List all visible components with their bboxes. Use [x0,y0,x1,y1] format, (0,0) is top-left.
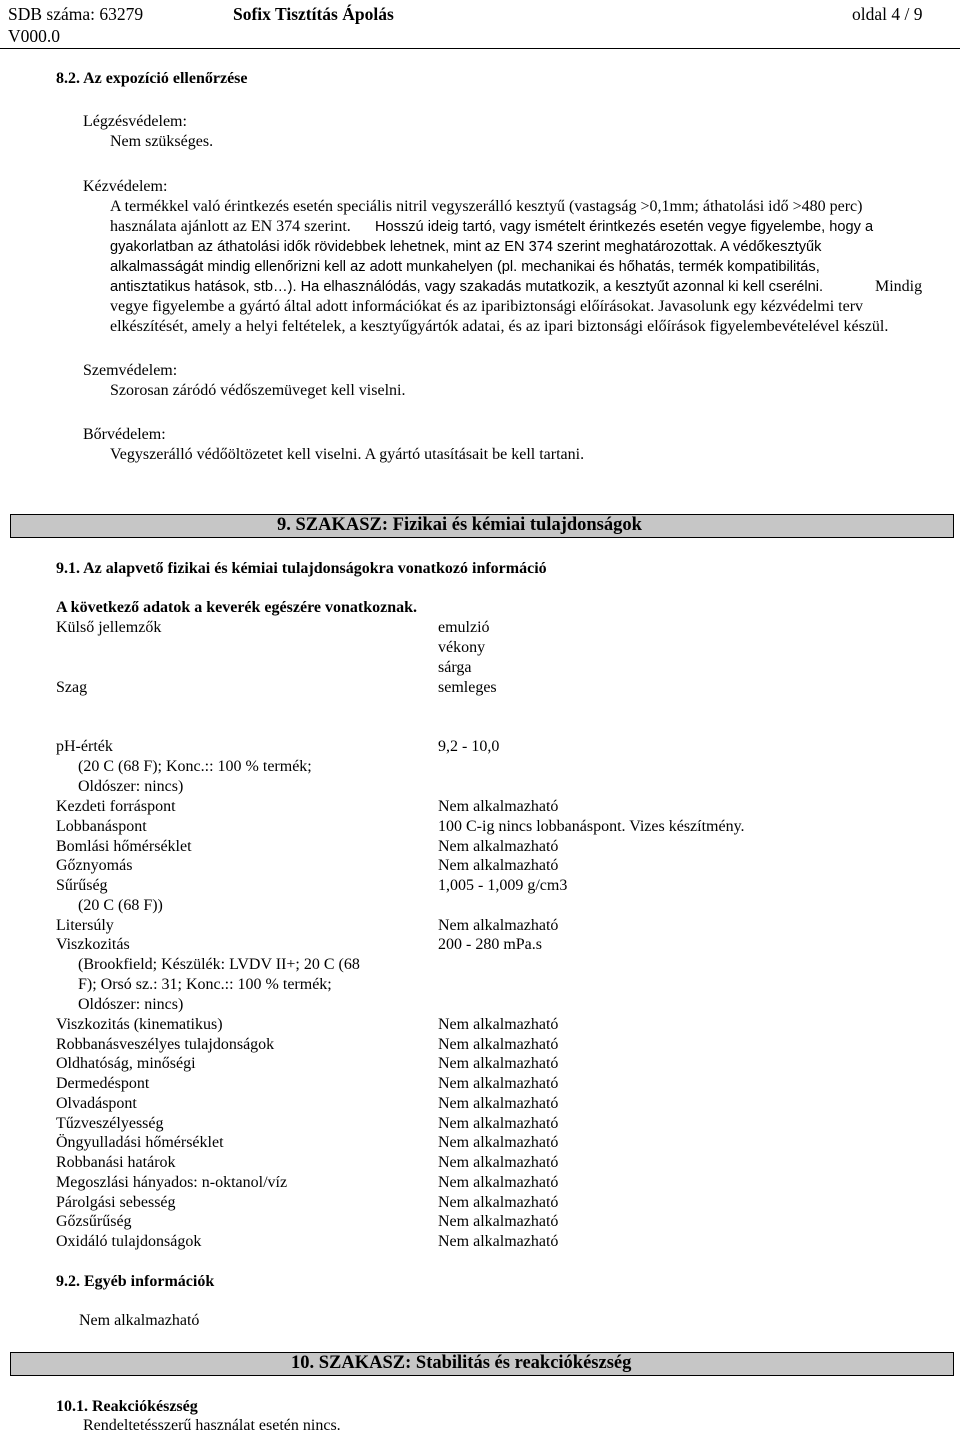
section-9-bar [10,514,954,538]
prop-value: Nem alkalmazható [438,1016,559,1033]
hand-text-2b: Hosszú ideig tartó, vagy ismételt érintkezés esetén vegye figyelembe, hogy a [375,219,874,235]
hand-text-6: vegye figyelembe a gyártó által adott információkat és az iparibiztonsági előírásokat. Javasolunk egy kézvédelmi terv [110,298,864,315]
prop-value: Nem alkalmazható [438,917,559,934]
prop-value: 200 - 280 mPa.s [438,936,542,953]
prop-note: (20 C (68 F); Konc.:: 100 % termék; [78,758,312,775]
section-9-2-title: 9.2. Egyéb információk [56,1273,215,1290]
odor-value: semleges [438,679,497,696]
prop-value: 9,2 - 10,0 [438,738,500,755]
prop-label: Párolgási sebesség [56,1194,176,1211]
prop-value: 100 C-ig nincs lobbanáspont. Vizes készítmény. [438,818,745,835]
prop-label: Olvadáspont [56,1095,137,1112]
hand-text-4: alkalmasságát mindig ellenőrizni kell az adott munkahelyen (pl. mechanikai és hőhatás, termék kompatibilitás, [110,259,820,275]
prop-label: Lobbanáspont [56,818,147,835]
prop-label: Robbanásveszélyes tulajdonságok [56,1036,275,1053]
appearance-label: Külső jellemzők [56,619,162,636]
prop-value: Nem alkalmazható [438,1075,559,1092]
hand-text-3: gyakorlatban az áthatolási idők rövidebbek lehetnek, mint az EN 374 szerint meghatározottak. A védőkesztyűk [110,239,822,255]
section-9-intro: A következő adatok a keverék egészére vonatkoznak. [56,599,417,616]
prop-note: F); Orsó sz.: 31; Konc.:: 100 % termék; [78,976,332,993]
section-10-1-title: 10.1. Reakciókészség [56,1398,198,1415]
hand-text-2: használata ajánlott az EN 374 szerint. [110,218,351,235]
prop-value: Nem alkalmazható [438,838,559,855]
eye-label: Szemvédelem: [83,362,178,379]
prop-note: (20 C (68 F)) [78,897,163,914]
sdb-number: SDB száma: 63279 [8,4,144,24]
respiratory-label: Légzésvédelem: [83,113,187,130]
section-9-title: 9. SZAKASZ: Fizikai és kémiai tulajdonságok [277,515,642,535]
prop-value: Nem alkalmazható [438,1115,559,1132]
appearance-value-3: sárga [438,659,472,676]
prop-label: Oxidáló tulajdonságok [56,1233,202,1250]
product-name: Sofix Tisztítás Ápolás [233,4,394,24]
prop-value: Nem alkalmazható [438,1095,559,1112]
prop-value: Nem alkalmazható [438,1055,559,1072]
header-rule [0,48,960,49]
section-9-1-title: 9.1. Az alapvető fizikai és kémiai tulajdonságokra vonatkozó információ [56,560,547,577]
prop-label: Gőznyomás [56,857,133,874]
hand-text-1: A termékkel való érintkezés esetén speciális nitril vegyszerálló kesztyű (vastagság >0,1mm; áthatolási idő >480 perc) [110,198,863,215]
prop-label: Gőzsűrűség [56,1213,132,1230]
section-10-title: 10. SZAKASZ: Stabilitás és reakciókészség [291,1353,632,1373]
prop-label: Litersúly [56,917,114,934]
prop-label: Kezdeti forráspont [56,798,176,815]
prop-note: Oldószer: nincs) [78,996,184,1013]
prop-label: Robbanási határok [56,1154,176,1171]
respiratory-text: Nem szükséges. [110,133,214,150]
prop-value: 1,005 - 1,009 g/cm3 [438,877,568,894]
prop-label: Dermedéspont [56,1075,150,1092]
appearance-value-2: vékony [438,639,486,656]
odor-label: Szag [56,679,88,696]
prop-label: Sűrűség [56,877,108,894]
prop-value: Nem alkalmazható [438,798,559,815]
hand-text-5: antisztatikus hatások, stb…). Ha elhasználódás, vagy szakadás mutatkozik, a kesztyűt azonnal ki kell cserélni. [110,279,823,295]
hand-text-5b: Mindig [875,278,923,295]
hand-label: Kézvédelem: [83,178,168,195]
section-9-2-text: Nem alkalmazható [79,1312,200,1329]
prop-label: Bomlási hőmérséklet [56,838,192,855]
skin-text: Vegyszerálló védőöltözetet kell viselni. A gyártó utasításait be kell tartani. [110,446,585,463]
prop-label: Viszkozitás [56,936,130,953]
version: V000.0 [8,26,61,46]
prop-label: Öngyulladási hőmérséklet [56,1134,224,1151]
prop-value: Nem alkalmazható [438,1154,559,1171]
section-10-bar [10,1352,954,1376]
prop-value: Nem alkalmazható [438,1174,559,1191]
prop-value: Nem alkalmazható [438,857,559,874]
eye-text: Szorosan záródó védőszemüveget kell viselni. [110,382,406,399]
page-number: oldal 4 / 9 [852,4,923,24]
prop-value: Nem alkalmazható [438,1194,559,1211]
prop-label: Megoszlási hányados: n-oktanol/víz [56,1174,288,1191]
prop-note: (Brookfield; Készülék: LVDV II+; 20 C (68 [78,956,360,973]
hand-text-7: elkészítését, amely a helyi feltételek, a kesztyűgyártók adatai, és az ipari biztonsági előírások figyelembevételével készül. [110,318,889,335]
prop-value: Nem alkalmazható [438,1213,559,1230]
section-10-1-text: Rendeltetésszerű használat esetén nincs. [83,1417,341,1434]
section-8-2-title: 8.2. Az expozíció ellenőrzése [56,70,248,87]
prop-label: pH-érték [56,738,113,755]
prop-value: Nem alkalmazható [438,1134,559,1151]
prop-value: Nem alkalmazható [438,1036,559,1053]
skin-label: Bőrvédelem: [83,426,166,443]
prop-label: Viszkozitás (kinematikus) [56,1016,223,1033]
prop-label: Tűzveszélyesség [56,1115,164,1132]
appearance-value-1: emulzió [438,619,490,636]
prop-note: Oldószer: nincs) [78,778,184,795]
prop-label: Oldhatóság, minőségi [56,1055,196,1072]
prop-value: Nem alkalmazható [438,1233,559,1250]
